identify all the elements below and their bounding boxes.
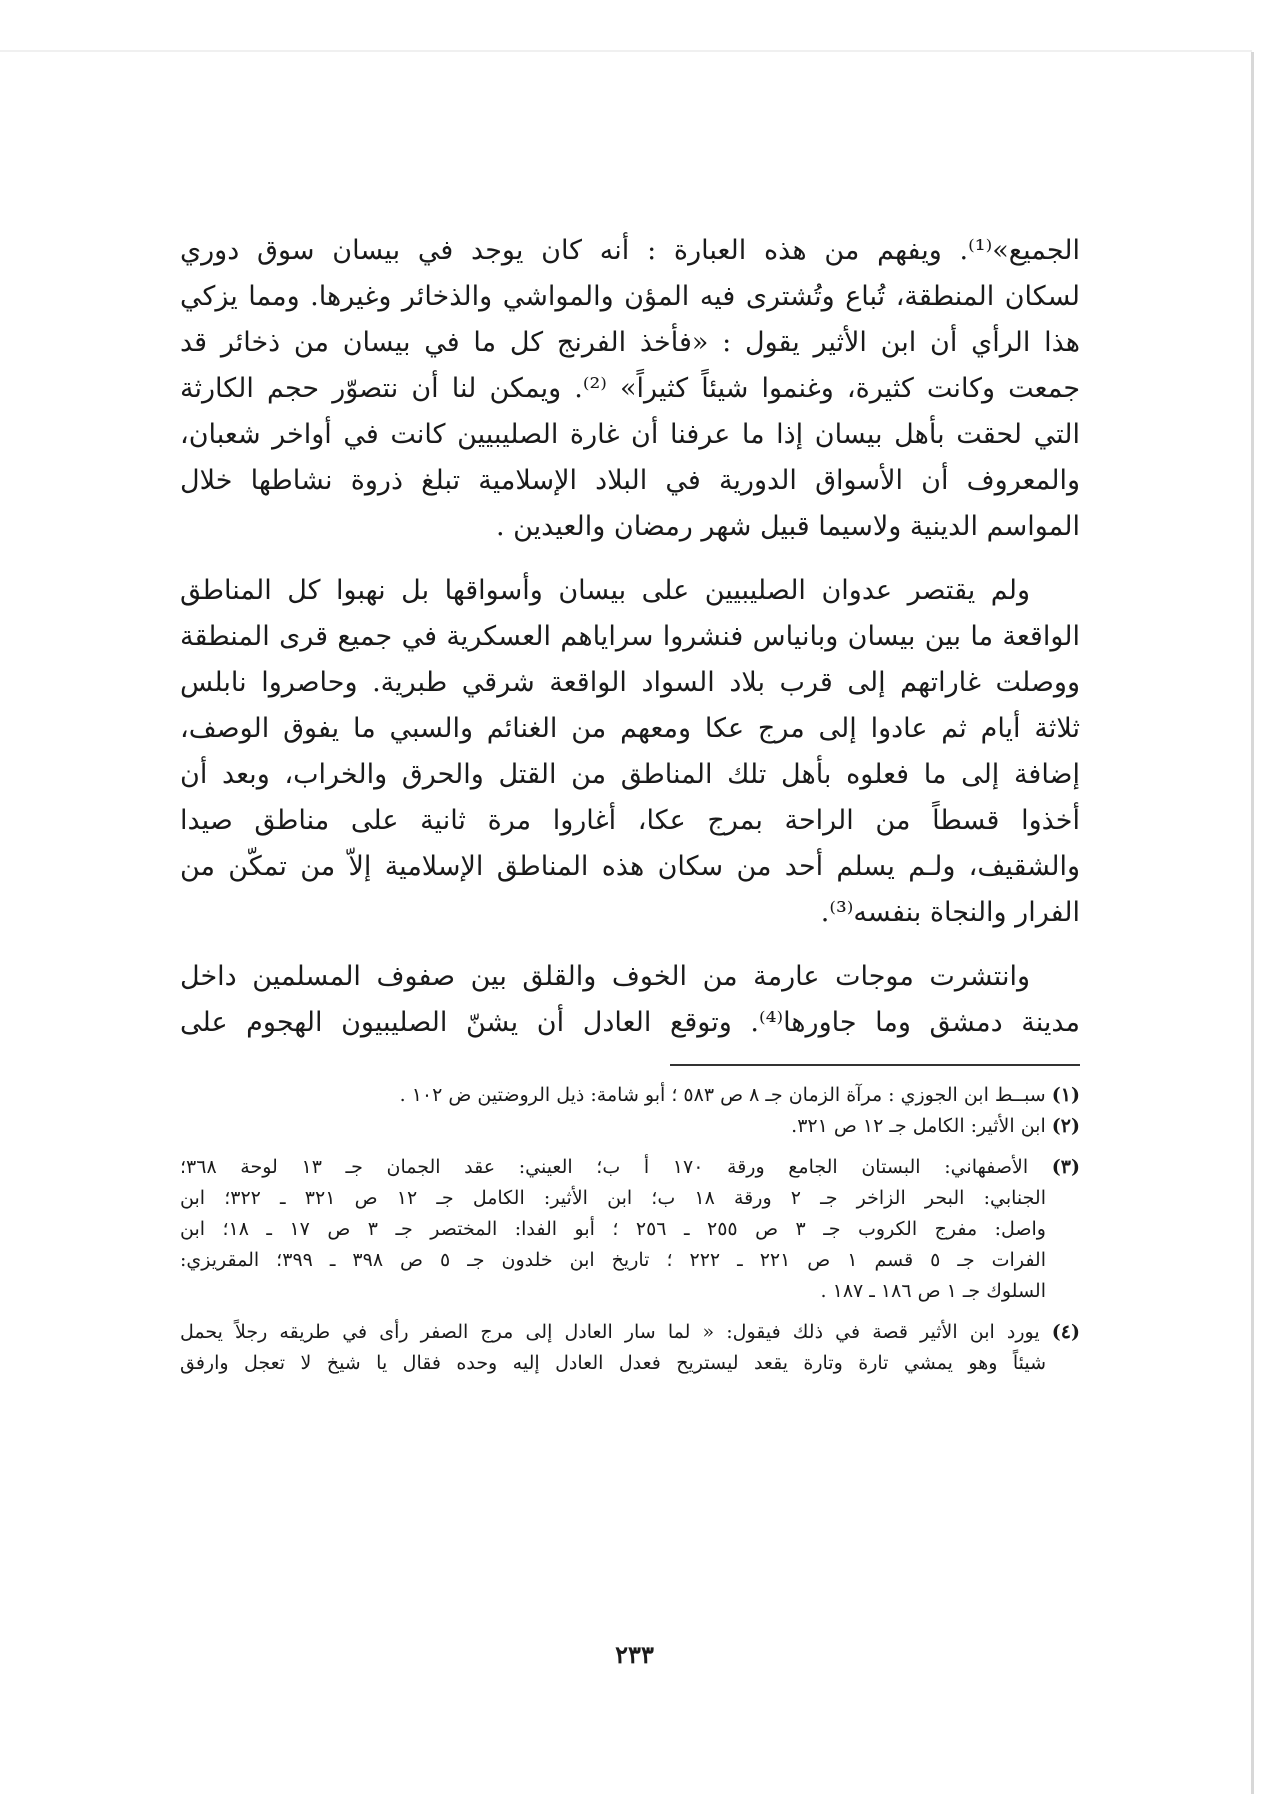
body-line: المواسم الدينية ولاسيما قبيل شهر رمضان والعيدين . bbox=[495, 511, 1080, 542]
body-line: مدينة دمشق وما جاورها⁽⁴⁾. وتوقع العادل أن يشنّ الصليبيون الهجوم على bbox=[180, 1007, 1080, 1038]
paragraph-1 bbox=[180, 228, 1080, 550]
footnote-number: (٣) bbox=[1051, 1156, 1080, 1178]
body-line: الجميع»⁽¹⁾. ويفهم من هذه العبارة : أنه كان يوجد في بيسان سوق دوري bbox=[180, 235, 1080, 266]
footnotes bbox=[180, 1080, 1080, 1379]
paragraph-gap bbox=[180, 936, 1080, 954]
body-line: ثلاثة أيام ثم عادوا إلى مرج عكا ومعهم من الغنائم والسبي ما يفوق الوصف، bbox=[180, 713, 1080, 744]
body-line: وانتشرت موجات عارمة من الخوف والقلق بين صفوف المسلمين داخل bbox=[180, 961, 1030, 992]
footnote-divider bbox=[670, 1064, 1080, 1066]
body-line: أخذوا قسطاً من الراحة بمرج عكا، أغاروا مرة ثانية على مناطق صيدا bbox=[180, 805, 1080, 836]
footnote-2 bbox=[180, 1111, 1080, 1142]
footnote-text: شيئاً وهو يمشي تارة وتارة يقعد ليستريح فعدل العادل إليه وحده فقال يا شيخ لا تعجل وارفق bbox=[180, 1352, 1046, 1374]
page-number: ٢٣٣ bbox=[615, 1640, 654, 1669]
page-edge-top bbox=[0, 50, 1252, 52]
footnote-number: (٢) bbox=[1051, 1115, 1080, 1137]
body-line: والمعروف أن الأسواق الدورية في البلاد الإسلامية تبلغ ذروة نشاطها خلال bbox=[180, 465, 1080, 496]
body-line: لسكان المنطقة، تُباع وتُشترى فيه المؤن والمواشي والذخائر وغيرها. ومما يزكي bbox=[180, 281, 1080, 312]
body-line: التي لحقت بأهل بيسان إذا ما عرفنا أن غارة الصليبيين كانت في أواخر شعبان، bbox=[180, 419, 1080, 450]
body-line: ولم يقتصر عدوان الصليبيين على بيسان وأسواقها بل نهبوا كل المناطق bbox=[180, 575, 1030, 606]
footnote-text: يورد ابن الأثير قصة في ذلك فيقول: « لما سار العادل إلى مرج الصفر رأى في طريقه رجلاً يحمل bbox=[180, 1321, 1040, 1343]
paragraph-2 bbox=[180, 568, 1080, 936]
footnote-gap bbox=[180, 1307, 1080, 1317]
body-line: ووصلت غاراتهم إلى قرب بلاد السواد الواقعة شرقي طبرية. وحاصروا نابلس bbox=[180, 667, 1080, 698]
footnote-text: الجنابي: البحر الزاخر جـ ٢ ورقة ١٨ ب؛ ابن الأثير: الكامل جـ ١٢ ص ٣٢١ ـ ٣٢٢؛ ابن bbox=[180, 1187, 1046, 1209]
body-line: جمعت وكانت كثيرة، وغنموا شيئاً كثيراً» ⁽²⁾. ويمكن لنا أن نتصوّر حجم الكارثة bbox=[180, 373, 1080, 404]
page-edge-right bbox=[1251, 52, 1254, 1794]
footnote-text: الفرات جـ ٥ قسم ١ ص ٢٢١ ـ ٢٢٢ ؛ تاريخ ابن خلدون جـ ٥ ص ٣٩٨ ـ ٣٩٩؛ المقريزي: bbox=[180, 1249, 1046, 1271]
paragraph-gap bbox=[180, 550, 1080, 568]
body-line: الفرار والنجاة بنفسه⁽³⁾. bbox=[820, 897, 1080, 928]
footnote-text: السلوك جـ ١ ص ١٨٦ ـ ١٨٧ . bbox=[820, 1280, 1046, 1302]
footnote-text: الأصفهاني: البستان الجامع ورقة ١٧٠ أ ب؛ العيني: عقد الجمان جـ ١٣ لوحة ٣٦٨؛ bbox=[180, 1156, 1029, 1178]
footnote-number: (٤) bbox=[1051, 1321, 1080, 1343]
body-line: هذا الرأي أن ابن الأثير يقول : «فأخذ الفرنج كل ما في بيسان من ذخائر قد bbox=[180, 327, 1080, 358]
footnote-1 bbox=[180, 1080, 1080, 1111]
paragraph-3 bbox=[180, 954, 1080, 1046]
body-line: الواقعة ما بين بيسان وبانياس فنشروا سراياهم العسكرية في جميع قرى المنطقة bbox=[180, 621, 1080, 652]
footnote-number: (١) bbox=[1051, 1084, 1080, 1106]
body-line: إضافة إلى ما فعلوه بأهل تلك المناطق من القتل والحرق والخراب، وبعد أن bbox=[180, 759, 1080, 790]
footnote-gap bbox=[180, 1142, 1080, 1152]
footnote-4 bbox=[180, 1317, 1080, 1379]
body-line: والشقيف، ولـم يسلم أحد من سكان هذه المناطق الإسلامية إلاّ من تمكّن من bbox=[180, 851, 1080, 882]
footnote-text: ابن الأثير: الكامل جـ ١٢ ص ٣٢١. bbox=[791, 1115, 1046, 1137]
footnote-3 bbox=[180, 1152, 1080, 1307]
page-content bbox=[180, 228, 1080, 1379]
footnote-text: سبــط ابن الجوزي : مرآة الزمان جـ ٨ ص ٥٨٣ ؛ أبو شامة: ذيل الروضتين ض ١٠٢ . bbox=[399, 1084, 1046, 1106]
footnote-text: واصل: مفرج الكروب جـ ٣ ص ٢٥٥ ـ ٢٥٦ ؛ أبو الفدا: المختصر جـ ٣ ص ١٧ ـ ١٨؛ ابن bbox=[180, 1218, 1046, 1240]
